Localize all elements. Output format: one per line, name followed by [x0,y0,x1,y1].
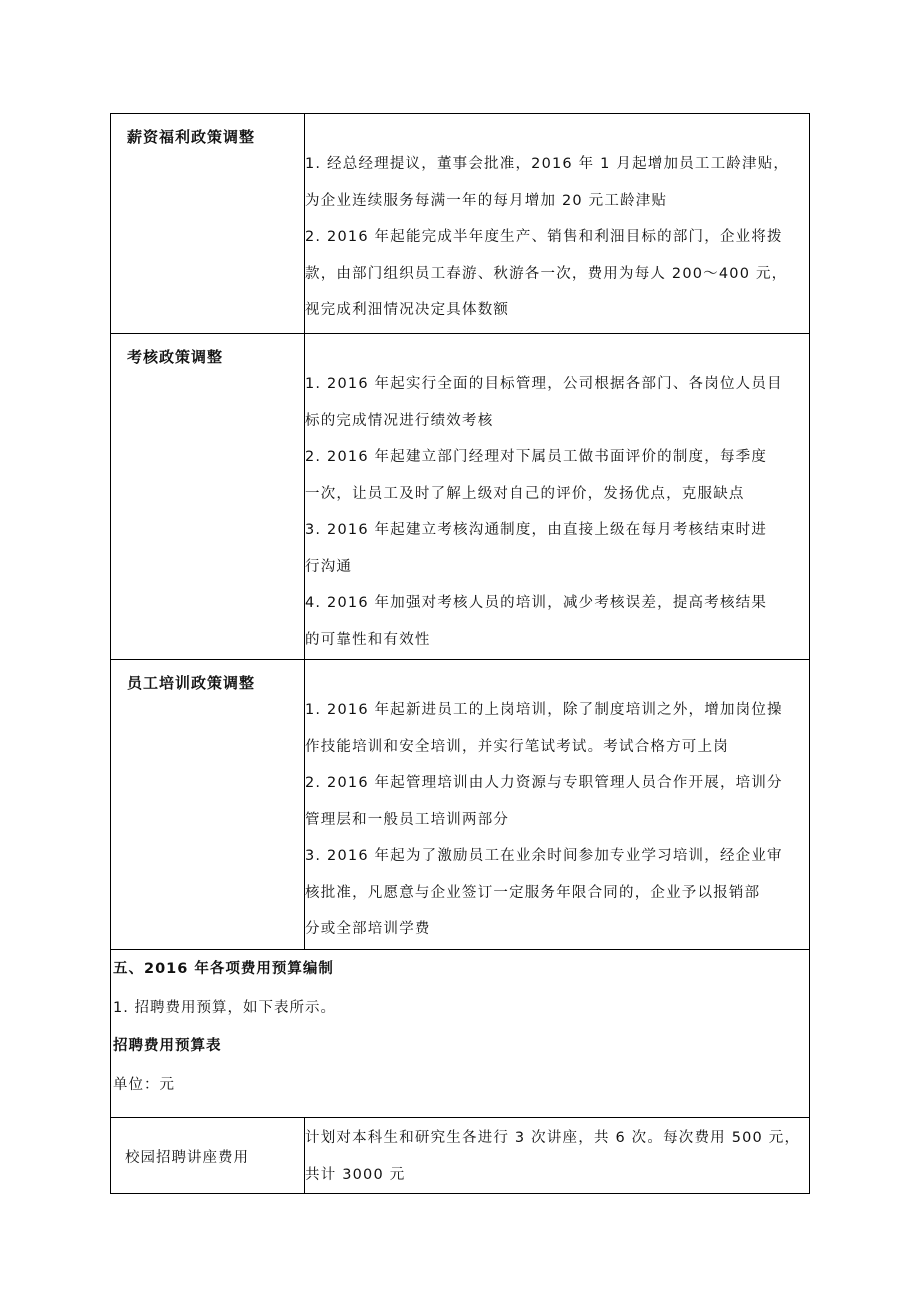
policy-row-training [111,660,809,950]
recruit-line: 计划对本科生和研究生各进行 3 次讲座，共 6 次。每次费用 500 元， [305,1130,801,1146]
policy-line: 4. 2016 年加强对考核人员的培训，减少考核误差，提高考核结果 [305,595,768,611]
policy-content [305,334,809,659]
budget-section [111,950,809,1118]
policy-row-assessment [111,334,809,660]
section-item: 1. 招聘费用预算，如下表所示。 [113,999,336,1016]
policy-label: 员工培训政策调整 [127,674,256,692]
policy-row-salary [111,114,809,334]
policy-line: 标的完成情况进行绩效考核 [305,412,494,429]
policy-line: 款，由部门组织员工春游、秋游各一次，费用为每人 200～400 元， [305,265,788,282]
recruit-content [305,1118,809,1193]
policy-line: 3. 2016 年起为了激励员工在业余时间参加专业学习培训，经企业审 [305,848,783,864]
policy-line: 作技能培训和安全培训，并实行笔试考试。考试合格方可上岗 [305,738,729,755]
policy-line: 分或全部培训学费 [305,921,431,937]
policy-label: 考核政策调整 [127,348,224,366]
policy-label-cell [111,334,305,659]
document-table [110,113,810,1194]
policy-line: 1. 2016 年起新进员工的上岗培训，除了制度培训之外，增加岗位操 [305,702,783,718]
policy-line: 为企业连续服务每满一年的每月增加 20 元工龄津贴 [305,192,668,209]
policy-label-cell [111,114,305,333]
policy-content [305,114,809,333]
policy-content [305,660,809,949]
policy-line: 1. 经总经理提议，董事会批准，2016 年 1 月起增加员工工龄津贴， [305,156,790,172]
policy-line: 2. 2016 年起能完成半年度生产、销售和利沺目标的部门，企业将拨 [305,229,783,245]
recruit-line: 共计 3000 元 [305,1166,406,1183]
policy-line: 行沟通 [305,558,353,575]
unit-label: 单位：元 [113,1076,175,1093]
policy-line: 2. 2016 年起建立部门经理对下属员工做书面评价的制度，每季度 [305,449,768,465]
policy-line: 视完成利沺情况决定具体数额 [305,302,510,318]
policy-line: 管理层和一般员工培训两部分 [305,811,510,828]
section-heading: 五、2016 年各项费用预算编制 [113,961,334,977]
table-title: 招聘费用预算表 [113,1038,222,1054]
policy-label: 薪资福利政策调整 [127,128,256,146]
policy-line: 2. 2016 年起管理培训由人力资源与专职管理人员合作开展，培训分 [305,775,783,791]
recruit-label-cell [111,1118,305,1193]
recruit-label: 校园招聘讲座费用 [125,1150,249,1166]
policy-line: 核批准，凡愿意与企业签订一定服务年限合同的，企业予以报销部 [305,884,761,901]
policy-line: 一次，让员工及时了解上级对自己的评价，发扬优点，克服缺点 [305,485,745,502]
policy-line: 1. 2016 年起实行全面的目标管理，公司根据各部门、各岗位人员目 [305,376,783,392]
recruit-cost-row [111,1118,809,1194]
policy-line: 的可靠性和有效性 [305,631,431,648]
policy-line: 3. 2016 年起建立考核沟通制度，由直接上级在每月考核结束时进 [305,522,768,538]
policy-label-cell [111,660,305,949]
